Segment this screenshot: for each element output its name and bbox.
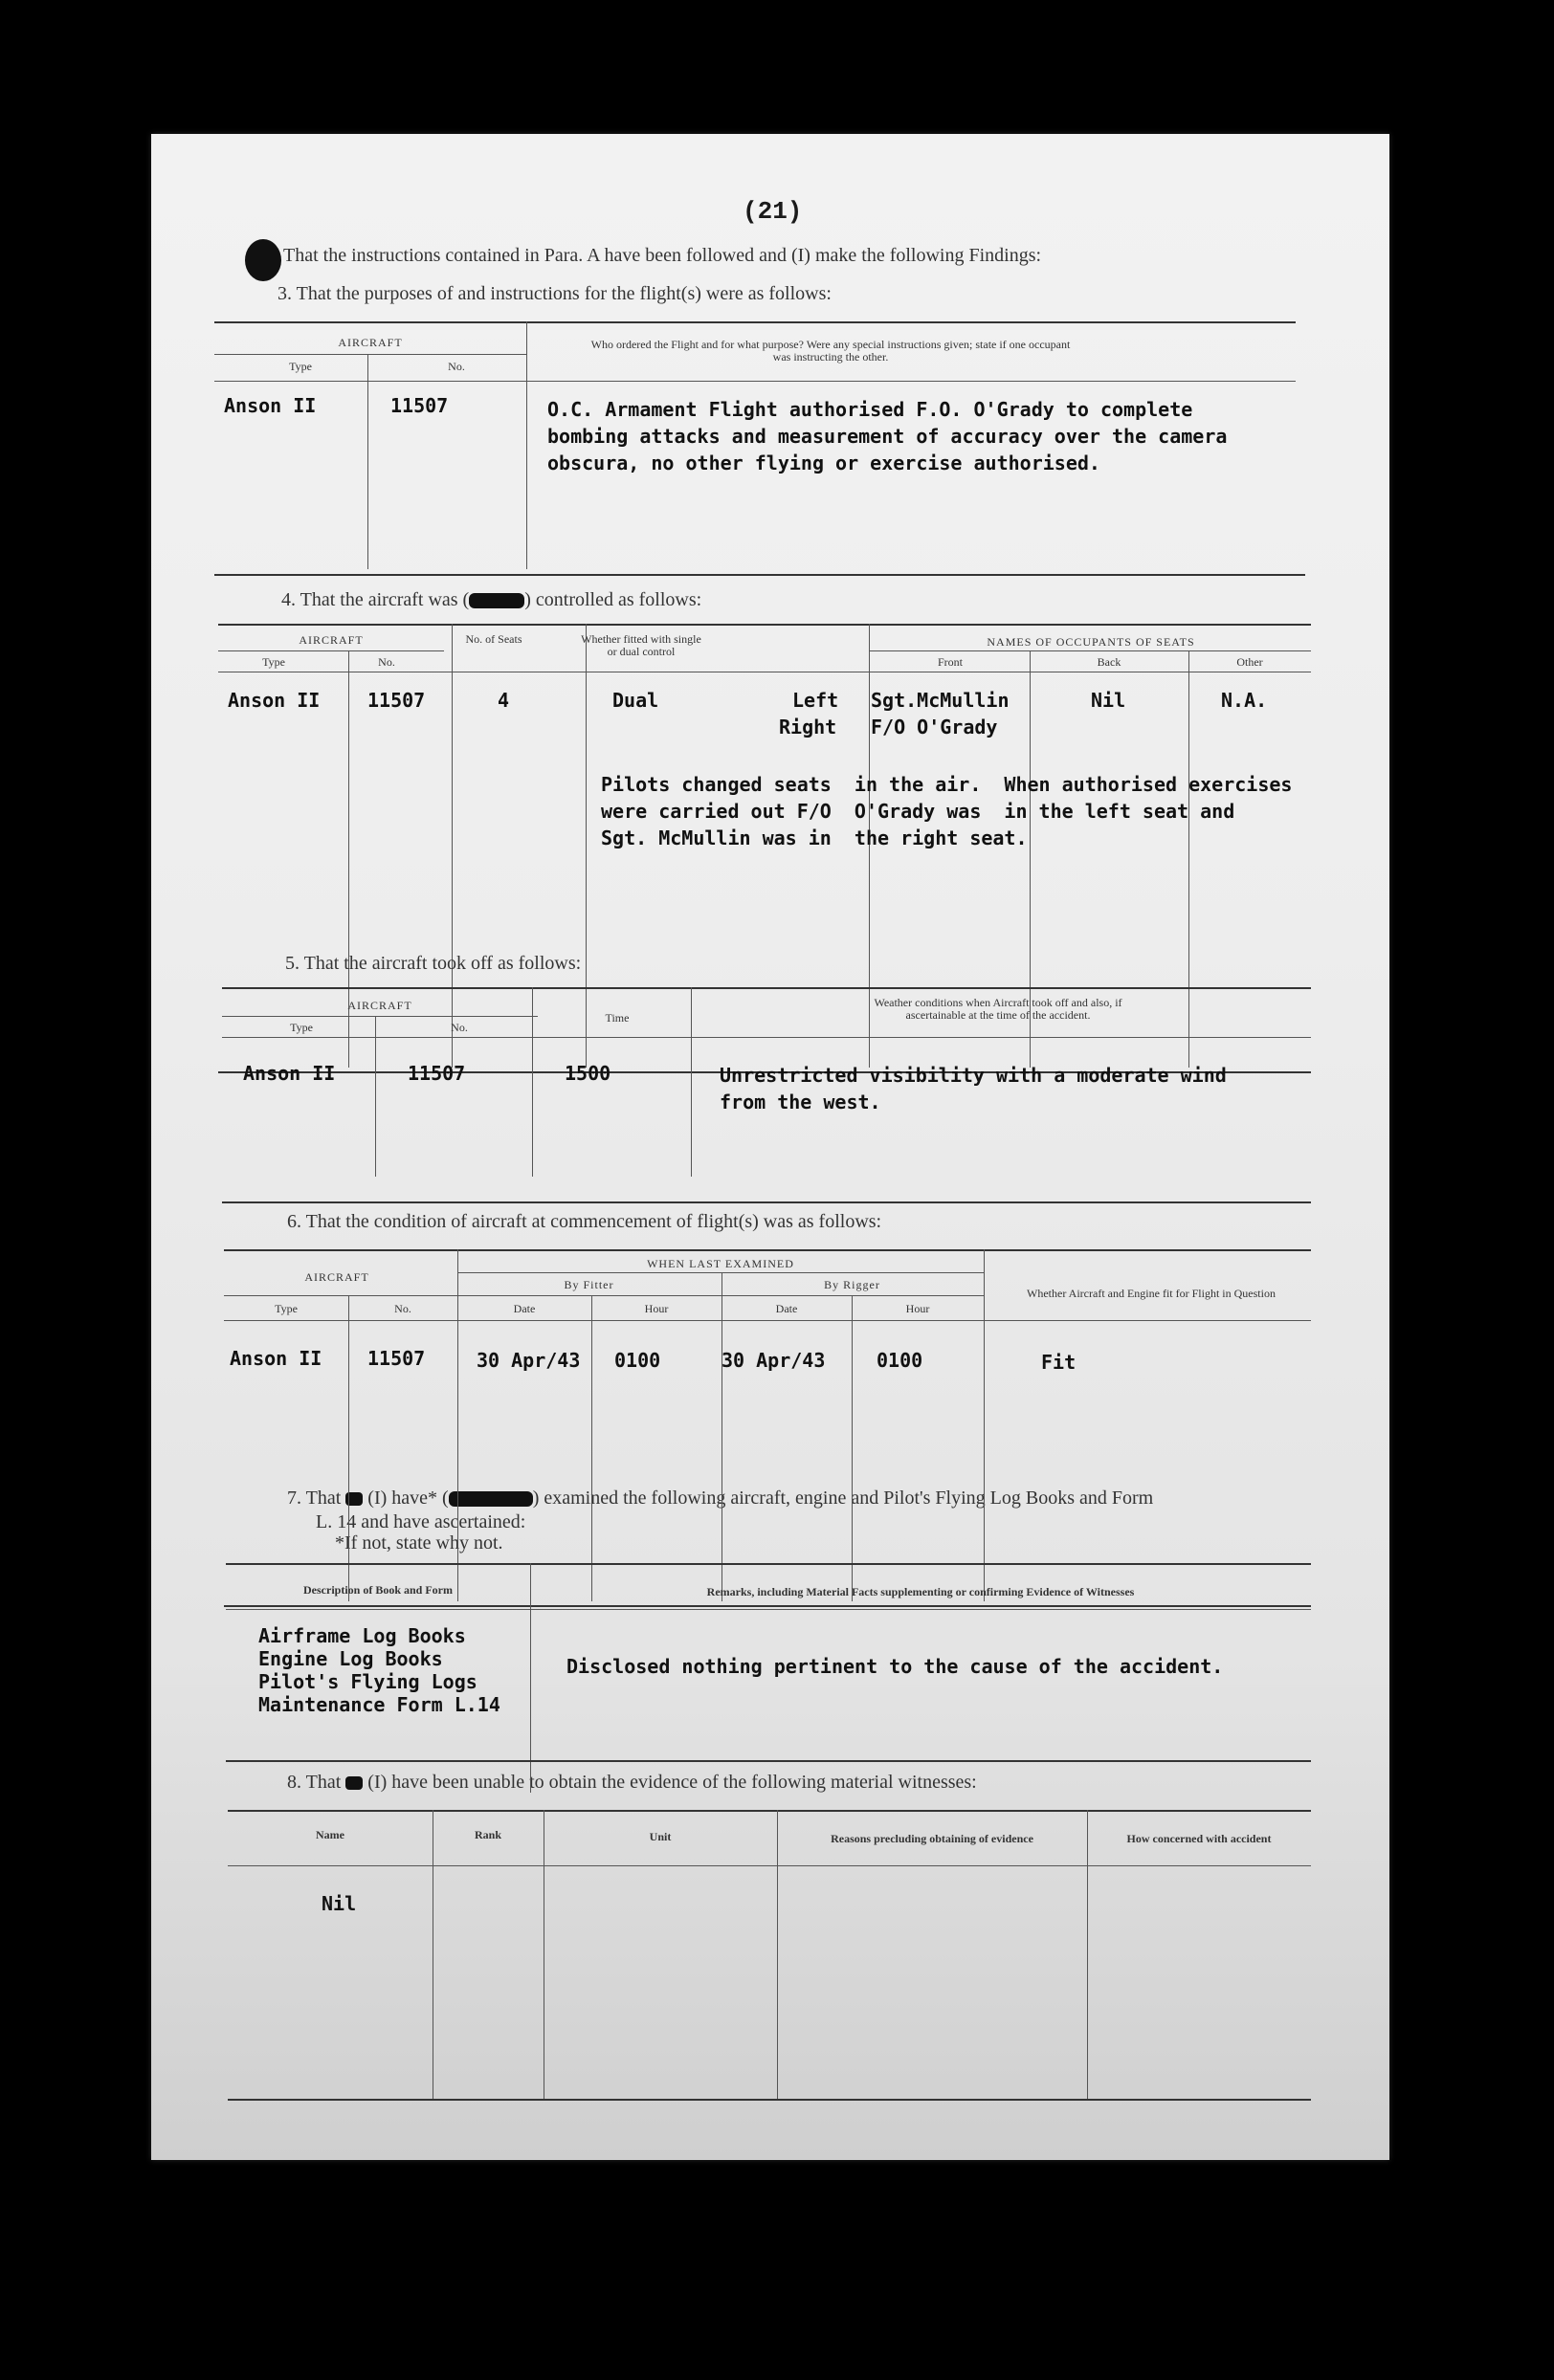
s6-col-fitter-hour: Hour bbox=[644, 1302, 669, 1315]
s6-fit: Fit bbox=[1041, 1351, 1077, 1374]
col-divider bbox=[367, 354, 368, 569]
col-divider bbox=[452, 624, 453, 1068]
rule bbox=[214, 354, 526, 355]
s5-weather-line-2: from the west. bbox=[720, 1091, 881, 1113]
s6-rigger-hour: 0100 bbox=[877, 1349, 923, 1372]
s4-note-line-2: were carried out F/O O'Grady was in the left seat and bbox=[601, 800, 1235, 823]
s4-note-line-1: Pilots changed seats in the air. When authorised exercises bbox=[601, 773, 1293, 796]
s3-purpose-line-1: O.C. Armament Flight authorised F.O. O'Grady to complete bbox=[547, 398, 1193, 421]
s6-aircraft-type: Anson II bbox=[230, 1347, 322, 1370]
section-3-heading: 3. That the purposes of and instructions for the flight(s) were as follows: bbox=[278, 283, 832, 304]
s4-col-control: Whether fitted with single or dual control bbox=[581, 632, 701, 658]
s6-col-rigger-hour: Hour bbox=[905, 1302, 930, 1315]
redaction-mark bbox=[345, 1492, 363, 1506]
s6-fitter-hour: 0100 bbox=[614, 1349, 661, 1372]
s7-heading-c: ) examined the following aircraft, engine and Pilot's Flying Log Books and Form bbox=[532, 1488, 1154, 1509]
s3-col-no: No. bbox=[448, 360, 465, 373]
s7-book-2: Engine Log Books bbox=[258, 1647, 443, 1670]
s8-name: Nil bbox=[322, 1892, 357, 1915]
s7-heading-a: 7. That bbox=[287, 1488, 342, 1509]
s5-col-time: Time bbox=[605, 1011, 630, 1025]
rule bbox=[214, 574, 1305, 576]
s4-control: Dual bbox=[612, 689, 659, 712]
s4-col-type: Type bbox=[262, 655, 285, 669]
s4-aircraft-header: AIRCRAFT bbox=[299, 633, 364, 647]
s7-heading-b: (I) have* ( bbox=[367, 1488, 449, 1509]
section-7-heading bbox=[287, 1487, 1349, 1510]
s3-col-purpose: Who ordered the Flight and for what purpose? Were any special instructions given; state if one occupant was instructing the other. bbox=[590, 338, 1071, 364]
s6-when-header: WHEN LAST EXAMINED bbox=[647, 1257, 794, 1270]
s4-heading-post: ) controlled as follows: bbox=[524, 589, 702, 610]
s6-col-type: Type bbox=[275, 1302, 298, 1315]
s6-col-no: No. bbox=[394, 1302, 411, 1315]
s6-aircraft-no: 11507 bbox=[367, 1347, 426, 1370]
s6-by-rigger: By Rigger bbox=[824, 1278, 880, 1291]
col-divider bbox=[526, 321, 527, 569]
ink-blot bbox=[245, 239, 281, 281]
s3-aircraft-header: AIRCRAFT bbox=[338, 336, 403, 349]
s6-by-fitter: By Fitter bbox=[564, 1278, 614, 1291]
s8-col-unit: Unit bbox=[649, 1830, 672, 1843]
s4-aircraft-type: Anson II bbox=[228, 689, 321, 712]
s4-col-back: Back bbox=[1097, 655, 1121, 669]
document-page bbox=[151, 134, 1389, 2160]
rule bbox=[218, 624, 1311, 626]
section-4-heading bbox=[281, 589, 701, 611]
s6-col-fitter-date: Date bbox=[513, 1302, 536, 1315]
s4-front-right: F/O O'Grady bbox=[871, 716, 998, 738]
s7-col-remarks: Remarks, including Material Facts supplementing or confirming Evidence of Witnesses bbox=[706, 1585, 1135, 1598]
s7-col-desc: Description of Book and Form bbox=[303, 1583, 453, 1597]
s3-aircraft-no: 11507 bbox=[390, 394, 449, 417]
s4-heading-pre: 4. That the aircraft was ( bbox=[281, 589, 470, 610]
redaction-mark bbox=[345, 1776, 363, 1790]
s4-col-no: No. bbox=[378, 655, 395, 669]
s8-heading-b: (I) have been unable to obtain the evidence of the following material witnesses: bbox=[367, 1772, 977, 1793]
s5-weather-line-1: Unrestricted visibility with a moderate wind bbox=[720, 1064, 1227, 1087]
section-8-heading bbox=[287, 1772, 1340, 1794]
s5-aircraft-no: 11507 bbox=[408, 1062, 466, 1085]
s5-col-no: No. bbox=[451, 1021, 468, 1034]
s4-occupants-header: NAMES OF OCCUPANTS OF SEATS bbox=[987, 635, 1195, 649]
s7-book-1: Airframe Log Books bbox=[258, 1624, 466, 1647]
s7-heading-line-2: L. 14 and have ascertained: bbox=[316, 1511, 526, 1532]
s3-purpose-line-3: obscura, no other flying or exercise authorised. bbox=[547, 452, 1100, 474]
page-number: (21) bbox=[743, 197, 803, 226]
rule bbox=[218, 650, 444, 651]
rule bbox=[214, 381, 1296, 382]
s4-col-seats: No. of Seats bbox=[465, 632, 522, 646]
col-divider bbox=[586, 624, 587, 1068]
s7-heading-line-3: *If not, state why not. bbox=[335, 1532, 503, 1554]
s3-purpose-line-2: bombing attacks and measurement of accuracy over the camera bbox=[547, 425, 1228, 448]
s8-col-rank: Rank bbox=[474, 1828, 501, 1841]
s4-col-other: Other bbox=[1236, 655, 1263, 669]
s5-col-type: Type bbox=[290, 1021, 313, 1034]
s4-left-label: Left bbox=[792, 689, 839, 712]
s8-col-name: Name bbox=[316, 1828, 344, 1841]
s4-seats: 4 bbox=[498, 689, 510, 712]
redaction-mark bbox=[469, 593, 524, 608]
col-divider bbox=[1030, 650, 1031, 1068]
s3-aircraft-type: Anson II bbox=[224, 394, 317, 417]
s7-book-3: Pilot's Flying Logs bbox=[258, 1670, 477, 1693]
s3-col-type: Type bbox=[289, 360, 312, 373]
s6-aircraft-header: AIRCRAFT bbox=[304, 1270, 369, 1284]
s8-col-how: How concerned with accident bbox=[1126, 1832, 1272, 1845]
s6-col-rigger-date: Date bbox=[775, 1302, 798, 1315]
rule bbox=[869, 650, 1311, 651]
s8-heading-a: 8. That bbox=[287, 1772, 342, 1793]
rule bbox=[218, 1071, 1311, 1073]
s6-fitter-date: 30 Apr/43 bbox=[477, 1349, 581, 1372]
s8-col-reasons: Reasons precluding obtaining of evidence bbox=[831, 1832, 1033, 1845]
s4-back: Nil bbox=[1091, 689, 1126, 712]
s5-aircraft-type: Anson II bbox=[243, 1062, 336, 1085]
s7-remarks: Disclosed nothing pertinent to the cause of the accident. bbox=[566, 1655, 1224, 1678]
s7-book-4: Maintenance Form L.14 bbox=[258, 1693, 500, 1716]
redaction-mark bbox=[449, 1491, 533, 1507]
s4-aircraft-no: 11507 bbox=[367, 689, 426, 712]
s4-col-front: Front bbox=[937, 655, 963, 669]
s6-col-fit: Whether Aircraft and Engine fit for Flight in Question bbox=[1027, 1287, 1276, 1300]
findings-intro: That the instructions contained in Para. A have been followed and (I) make the following Findings: bbox=[283, 245, 1042, 266]
s5-col-weather: Weather conditions when Aircraft took off and also, if ascertainable at the time of the accident. bbox=[874, 996, 1122, 1022]
s4-front-left: Sgt.McMullin bbox=[871, 689, 1010, 712]
s4-right-label: Right bbox=[779, 716, 837, 738]
col-divider bbox=[348, 650, 349, 1068]
s4-other: N.A. bbox=[1221, 689, 1268, 712]
s5-time: 1500 bbox=[565, 1062, 611, 1085]
s5-aircraft-header: AIRCRAFT bbox=[347, 999, 412, 1012]
rule bbox=[214, 321, 1296, 323]
col-divider bbox=[1188, 650, 1189, 1068]
section-6-heading: 6. That the condition of aircraft at commencement of flight(s) was as follows: bbox=[287, 1211, 882, 1232]
s4-note-line-3: Sgt. McMullin was in the right seat. bbox=[601, 826, 1028, 849]
s6-rigger-date: 30 Apr/43 bbox=[722, 1349, 826, 1372]
section-5-heading: 5. That the aircraft took off as follows: bbox=[285, 953, 582, 974]
